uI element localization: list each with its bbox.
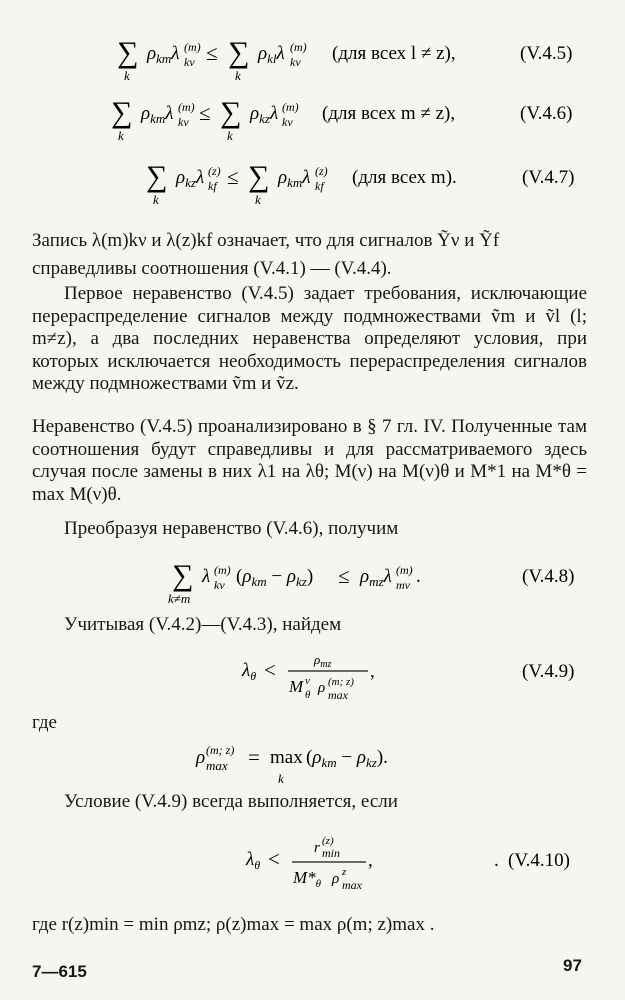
paragraph-1-line-2: справедливы соотношения (V.4.1) — (V.4.4).	[32, 258, 392, 279]
page-number: 97	[563, 956, 582, 975]
equation-rho-max-text	[0, 0, 1, 1]
svg-text:mν: mν	[396, 578, 410, 592]
svg-text:(m): (m)	[184, 40, 201, 54]
svg-text:(m): (m)	[214, 563, 231, 577]
svg-text:(ρkm − ρkz): $(\rho_{km} - \rho_{kz})$	[236, 566, 314, 589]
svg-text:ρklλ: $\rho_{kl}\lambda$	[258, 43, 285, 66]
svg-text:∑: ∑	[111, 96, 133, 129]
paragraph-4: Преобразуя неравенство (V.4.6), получим	[64, 518, 399, 539]
paragraph-2: Первое неравенство (V.4.5) задает требования, исключающие перераспределение сигналов между подмножествами ṽm и ṽl (l; m≠z), а два последних неравенства определяют условия, при которых исключается необходимость перераспределения сигналов между подмножествами ṽm и ṽz.	[32, 283, 587, 395]
svg-text:max: max	[342, 878, 362, 892]
equation-number: (V.4.6)	[520, 103, 573, 124]
svg-text:∑: ∑	[172, 559, 194, 592]
svg-text:ρkmλ: $\rho_{km}\lambda$	[141, 103, 174, 126]
signature-mark: 7—615	[32, 962, 87, 981]
svg-text:max: max	[270, 747, 303, 768]
svg-text:kf: kf	[315, 179, 324, 193]
svg-text:.: .	[494, 850, 499, 871]
svg-text:∑: ∑	[146, 160, 168, 193]
svg-text:ρ: ρ	[196, 747, 206, 768]
svg-text:k: k	[227, 128, 233, 142]
svg-text:,: ,	[368, 850, 373, 871]
svg-text:ρkmλ: $\rho_{km}\lambda$	[278, 167, 311, 190]
equation-condition: (для всех m).	[352, 167, 457, 188]
svg-text:.: .	[416, 566, 421, 587]
svg-text:min: min	[322, 846, 340, 860]
svg-text:(m): (m)	[290, 40, 307, 54]
svg-text:kν: kν	[290, 55, 301, 69]
svg-text:kν: kν	[282, 115, 293, 129]
svg-text:k: k	[235, 68, 241, 82]
paragraph-7: Условие (V.4.9) всегда выполняется, если	[64, 791, 398, 812]
svg-text:λ: λ	[202, 566, 211, 587]
equation-v-4-8	[0, 545, 625, 609]
svg-text:kν: kν	[184, 55, 195, 69]
svg-text:≤: ≤	[206, 41, 218, 65]
svg-text:∑: ∑	[248, 160, 270, 193]
svg-text:<: <	[268, 847, 280, 871]
svg-text:kν: kν	[214, 578, 225, 592]
svg-text:kν: kν	[178, 115, 189, 129]
svg-text:k: k	[124, 68, 130, 82]
svg-text:ρ: ρ	[318, 680, 326, 696]
svg-text:<: <	[264, 658, 276, 682]
svg-text:(z): (z)	[315, 164, 328, 178]
svg-text:=: =	[248, 745, 260, 769]
svg-text:z: z	[342, 866, 347, 878]
svg-text:max: max	[328, 688, 348, 702]
paragraph-6: где	[32, 712, 57, 733]
equation-number: (V.4.9)	[522, 661, 575, 682]
svg-text:∑: ∑	[117, 36, 139, 69]
svg-text:ρkmλ: $\rho_{km}\lambda$	[147, 43, 180, 66]
svg-text:r: r	[314, 840, 320, 856]
svg-text:≤: ≤	[199, 101, 211, 125]
svg-text:(m; z): (m; z)	[206, 743, 235, 757]
svg-text:ρ: ρ	[332, 871, 340, 887]
equation-number: (V.4.7)	[522, 167, 575, 188]
svg-text:kf: kf	[208, 179, 217, 193]
equation-number: (V.4.5)	[520, 43, 573, 64]
svg-text:(z): (z)	[208, 164, 221, 178]
svg-text:≤: ≤	[227, 165, 239, 189]
svg-text:λθ: $\lambda_\theta$	[246, 849, 261, 872]
svg-text:(m): (m)	[282, 100, 299, 114]
paragraph-8: где r(z)min = min ρmz; ρ(z)max = max ρ(m; z)max .	[32, 914, 435, 935]
equation-v-4-9	[0, 644, 625, 708]
svg-text:ρkzλ: $\rho_{kz}\lambda$	[250, 103, 279, 126]
equation-rho-max	[0, 733, 625, 787]
paragraph-1-line-1: Запись λ(m)kν и λ(z)kf означает, что для сигналов Ỹν и Ỹf	[32, 230, 500, 251]
svg-text:∑: ∑	[228, 36, 250, 69]
svg-text:≤: ≤	[338, 564, 350, 588]
svg-text:∑: ∑	[220, 96, 242, 129]
svg-text:k: k	[153, 192, 159, 206]
svg-text:ν: ν	[305, 675, 310, 687]
svg-text:ρmz: $\rho_{mz}$	[314, 652, 332, 670]
paragraph-3: Неравенство (V.4.5) проанализировано в § 7 гл. IV. Полученные там соотношения будут справедливы и для рассматриваемого здесь случая после замены в них λ1 на λθ; M(ν) на M(ν)θ и M*1 на M*θ = max M(ν)θ.	[32, 416, 587, 505]
paragraph-5: Учитывая (V.4.2)—(V.4.3), найдем	[64, 614, 342, 635]
svg-text:(z): (z)	[322, 835, 334, 847]
svg-text:(m; z): (m; z)	[328, 676, 354, 688]
equation-v-4-10	[0, 832, 625, 896]
svg-text:M: M	[289, 677, 304, 696]
svg-text:M*θ: $M*_\theta$	[293, 868, 322, 890]
svg-text:k: k	[118, 128, 124, 142]
svg-text:max: max	[206, 758, 228, 773]
svg-text:,: ,	[370, 661, 375, 682]
svg-text:k: k	[255, 192, 261, 206]
svg-text:θ: θ	[305, 689, 311, 701]
equation-v-4-6	[0, 82, 625, 142]
equation-condition: (для всех m ≠ z),	[322, 103, 456, 124]
svg-text:ρkzλ: $\rho_{kz}\lambda$	[176, 167, 205, 190]
equation-v-4-5	[0, 22, 625, 82]
svg-text:(m): (m)	[178, 100, 195, 114]
svg-text:k: k	[278, 771, 284, 786]
equation-number: (V.4.8)	[522, 566, 575, 587]
svg-text:ρmzλ: $\rho_{mz}\lambda$	[360, 566, 392, 589]
svg-text:(ρkm − ρkz).: $(\rho_{km} - \rho_{kz})$.	[306, 747, 388, 770]
equation-number: (V.4.10)	[508, 850, 570, 871]
equation-condition: (для всех l ≠ z),	[332, 43, 456, 64]
equation-v-4-7	[0, 146, 625, 206]
svg-text:λθ: $\lambda_\theta$	[242, 660, 257, 683]
svg-text:k≠m: k≠m	[168, 591, 191, 606]
svg-text:(m): (m)	[396, 563, 413, 577]
